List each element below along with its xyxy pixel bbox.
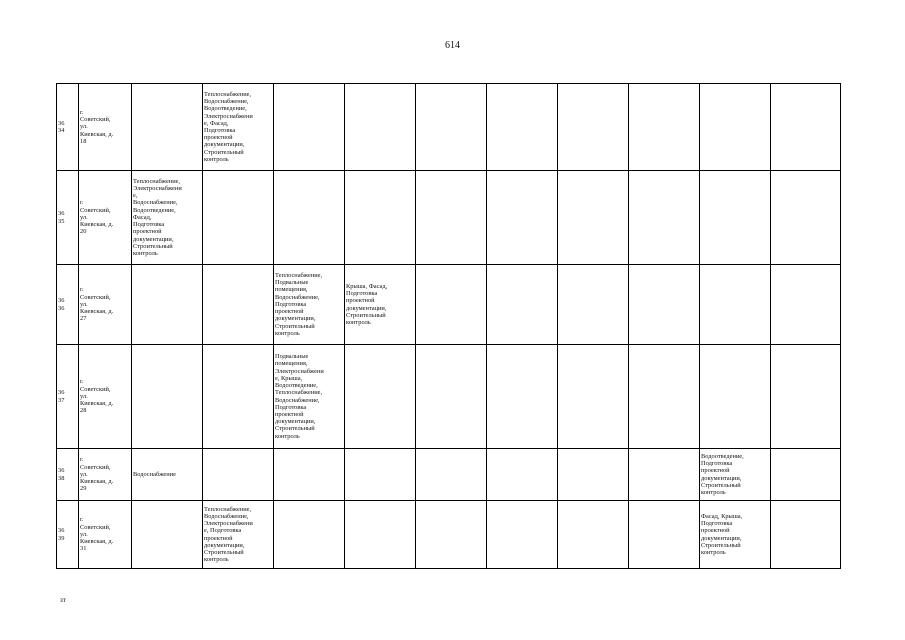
works-cell: [345, 171, 416, 265]
works-cell: [132, 84, 203, 171]
empty-cell: [416, 449, 487, 501]
empty-cell: [487, 449, 558, 501]
cell-text: 36 39: [58, 527, 65, 542]
cell-text: г. Советский, ул. Киевская, д. 20: [80, 199, 114, 236]
empty-cell: [771, 345, 841, 449]
empty-cell: [558, 171, 629, 265]
works-cell: [203, 345, 274, 449]
cell-text: Теплоснабжение, Водоснабжение, Водоотведение, Электроснабжени е, Фасад, Подготовка проектной документации, Строительный контроль: [204, 90, 253, 163]
empty-cell: [487, 345, 558, 449]
cell-text: Теплоснабжение, Электроснабжени е, Водоснабжение, Водоотведение, Фасад, Подготовка проектной документации, Строительный контроль: [133, 177, 182, 257]
cell-text: г. Советский, ул. Киевская, д. 29: [80, 456, 114, 493]
empty-cell: [416, 501, 487, 569]
cell-text: Водоснабжение: [133, 470, 176, 478]
works-cell: [132, 265, 203, 345]
row-number-cell: [57, 501, 79, 569]
works-cell: [700, 345, 771, 449]
empty-cell: [487, 265, 558, 345]
cell-text: Крыша, Фасад, Подготовка проектной документации, Строительный контроль: [346, 282, 388, 326]
cell-text: Теплоснабжение, Подвальные помещения, Водоснабжение, Подготовка проектной документации, Строительный контроль: [275, 272, 323, 337]
works-cell: [274, 345, 345, 449]
empty-cell: [771, 501, 841, 569]
works-cell: [274, 265, 345, 345]
empty-cell: [487, 171, 558, 265]
table-row: [57, 84, 841, 171]
works-cell: [203, 84, 274, 171]
cell-text: Водоотведение, Подготовка проектной документации, Строительный контроль: [701, 452, 744, 496]
cell-text: г. Советский, ул. Киевская, д. 28: [80, 378, 114, 415]
page-number: 614: [445, 40, 460, 51]
empty-cell: [558, 84, 629, 171]
cell-text: г. Советский, ул. Киевская, д. 31: [80, 516, 114, 553]
row-number-cell: [57, 171, 79, 265]
works-schedule-table: [56, 83, 841, 569]
works-cell: [700, 501, 771, 569]
table-row: [57, 501, 841, 569]
empty-cell: [771, 449, 841, 501]
address-cell: [79, 84, 132, 171]
cell-text: 36 36: [58, 297, 65, 312]
empty-cell: [558, 345, 629, 449]
works-cell: [274, 84, 345, 171]
address-cell: [79, 501, 132, 569]
footer-mark: зт: [60, 596, 66, 604]
works-cell: [132, 345, 203, 449]
works-cell: [203, 449, 274, 501]
address-cell: [79, 265, 132, 345]
empty-cell: [558, 501, 629, 569]
works-cell: [132, 171, 203, 265]
cell-text: г. Советский, ул. Киевская, д. 27: [80, 286, 114, 323]
works-cell: [345, 265, 416, 345]
cell-text: Подвальные помещения, Электроснабжени е, Крыша, Водоотведение, Теплоснабжение, Водоснабжение, Подготовка проектной документации, Строительный контроль: [275, 353, 324, 440]
cell-text: 36 34: [58, 119, 65, 134]
table-row: [57, 449, 841, 501]
empty-cell: [629, 345, 700, 449]
row-number-cell: [57, 345, 79, 449]
works-cell: [345, 449, 416, 501]
table-row: [57, 345, 841, 449]
works-cell: [203, 501, 274, 569]
works-cell: [345, 345, 416, 449]
empty-cell: [487, 501, 558, 569]
works-cell: [203, 171, 274, 265]
cell-text: 36 37: [58, 389, 65, 404]
cell-text: Теплоснабжение, Водоснабжение, Электроснабжени е, Подготовка проектной документации, Строительный контроль: [204, 505, 253, 564]
cell-text: 36 38: [58, 467, 65, 482]
empty-cell: [771, 84, 841, 171]
row-number-cell: [57, 84, 79, 171]
works-cell: [274, 449, 345, 501]
empty-cell: [487, 84, 558, 171]
empty-cell: [416, 265, 487, 345]
empty-cell: [629, 84, 700, 171]
cell-text: г. Советский, ул. Киевская, д. 18: [80, 108, 114, 145]
address-cell: [79, 171, 132, 265]
works-cell: [132, 501, 203, 569]
works-cell: [203, 265, 274, 345]
works-cell: [274, 501, 345, 569]
works-cell: [345, 501, 416, 569]
works-cell: [132, 449, 203, 501]
table-row: [57, 171, 841, 265]
empty-cell: [558, 449, 629, 501]
address-cell: [79, 345, 132, 449]
address-cell: [79, 449, 132, 501]
works-cell: [700, 449, 771, 501]
works-cell: [700, 265, 771, 345]
empty-cell: [416, 345, 487, 449]
cell-text: Фасад, Крыша, Подготовка проектной документации, Строительный контроль: [701, 512, 743, 556]
table-row: [57, 265, 841, 345]
works-cell: [345, 84, 416, 171]
works-cell: [700, 171, 771, 265]
empty-cell: [416, 84, 487, 171]
empty-cell: [629, 171, 700, 265]
row-number-cell: [57, 265, 79, 345]
empty-cell: [629, 449, 700, 501]
empty-cell: [558, 265, 629, 345]
empty-cell: [629, 501, 700, 569]
empty-cell: [771, 171, 841, 265]
works-cell: [274, 171, 345, 265]
empty-cell: [416, 171, 487, 265]
works-cell: [700, 84, 771, 171]
row-number-cell: [57, 449, 79, 501]
cell-text: 36 35: [58, 210, 65, 225]
empty-cell: [629, 265, 700, 345]
empty-cell: [771, 265, 841, 345]
